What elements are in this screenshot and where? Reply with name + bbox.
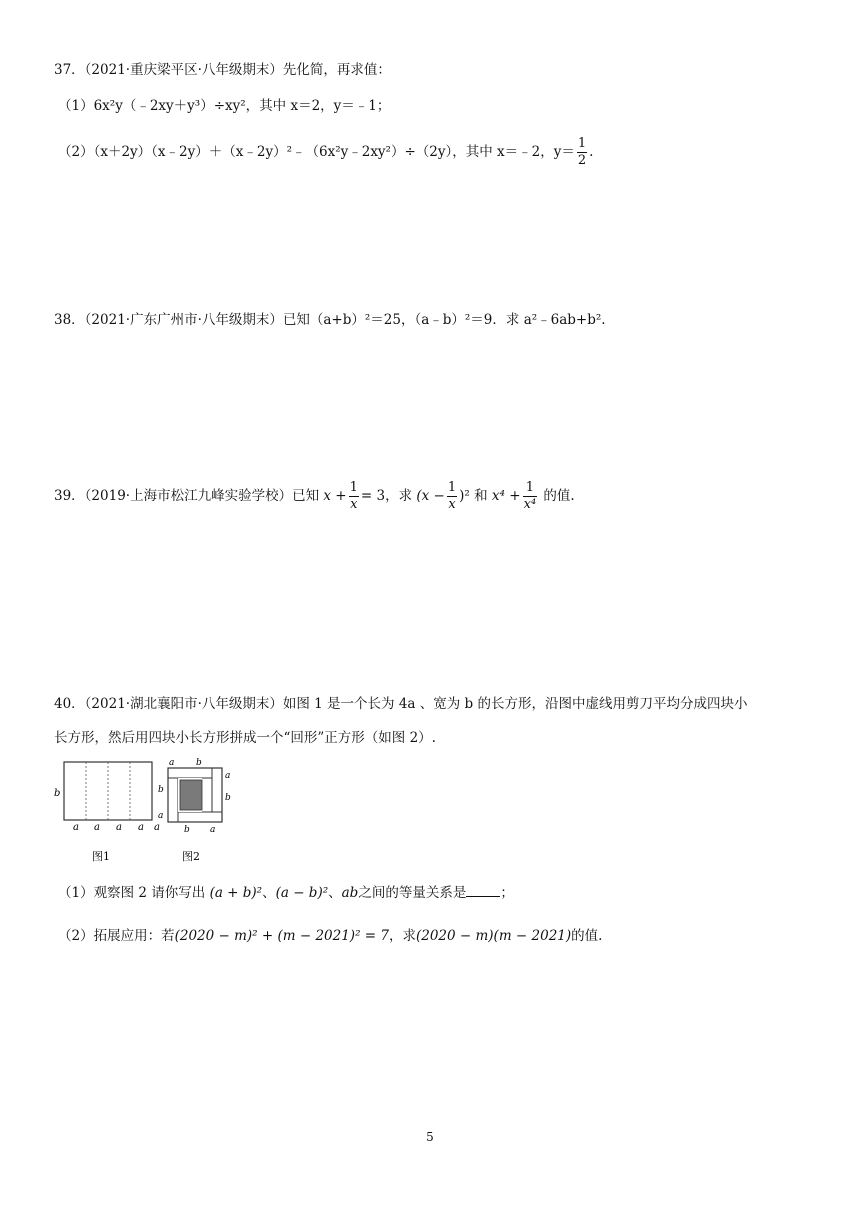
- q40-part2-mid: ，求: [388, 928, 416, 944]
- q40-part2-prefix: （2）拓展应用：若: [58, 928, 175, 944]
- fig1-label-a2: a: [94, 822, 100, 833]
- q37-header: 37．（2021·重庆梁平区·八年级期末）先化简，再求值：: [54, 62, 391, 78]
- q39-frac3: $\frac{1}{\text{x⁴}}$: [523, 480, 537, 512]
- q40-sep2: 、: [328, 885, 342, 901]
- q39-given-lhs: x +: [323, 488, 347, 504]
- fig2-label-a-left: a: [158, 811, 164, 821]
- q37-fraction: $\frac{1}{2}$: [577, 136, 587, 168]
- fig2-label-b-top: b: [196, 758, 202, 768]
- figure-2: [158, 758, 231, 863]
- q39-frac1: $\frac{1}{x}$: [349, 480, 358, 512]
- q40-part2-suffix: 的值.: [571, 928, 603, 944]
- q40-figures: [52, 756, 252, 864]
- fig1-label-b: b: [54, 788, 61, 799]
- page-number: 5: [426, 1130, 434, 1144]
- q40-part1: [58, 882, 514, 903]
- fig1-label-a3: a: [116, 822, 122, 833]
- fig1-label-a5: a: [154, 822, 160, 833]
- q40-equation: (2020 − m)² + (m − 2021)² = 7: [174, 928, 389, 944]
- q39-prefix: 39．（2019·上海市松江九峰实验学校）已知: [54, 488, 320, 504]
- q40-sep1: 、: [262, 885, 276, 901]
- q40-part1-suffix: 之间的等量关系是: [358, 885, 467, 901]
- q40-term1: (a + b)²: [209, 885, 263, 901]
- q40-line1: 40．（2021·湖北襄阳市·八年级期末）如图 1 是一个长为 4a 、宽为 b 的长方形，沿图中虚线用剪刀平均分成四块小: [54, 696, 748, 712]
- q39-expr1-open: (x −: [416, 488, 445, 504]
- q37-end: .: [589, 144, 594, 160]
- fig2-label-a-top: a: [169, 758, 175, 768]
- q40-part2: [58, 926, 602, 946]
- q39-expr1-close: )²: [459, 488, 470, 504]
- figure-1: [54, 762, 160, 863]
- answer-blank[interactable]: [466, 882, 500, 897]
- fig2-label-b-right: b: [225, 793, 231, 803]
- fig1-caption: 图1: [92, 850, 110, 863]
- fig2-label-b-bottom: b: [184, 825, 190, 835]
- q39-line: [54, 480, 575, 513]
- fig2-label-a-right: a: [225, 771, 231, 781]
- q40-part1-end: ；: [500, 885, 514, 901]
- q37-part1: （1）6x²y（﹣2xy＋y³）÷xy²，其中 x＝2，y＝﹣1；: [58, 98, 391, 114]
- q40-term3: ab: [341, 885, 359, 901]
- fig2-label-b-left: b: [158, 785, 164, 795]
- q39-expr2: x⁴ +: [491, 488, 521, 504]
- q37-part2: [58, 136, 593, 169]
- q40-part1-prefix: （1）观察图 2 请你写出: [58, 885, 206, 901]
- q38-text: 38．（2021·广东广州市·八年级期末）已知（a+b）²＝25，（a﹣b）²＝9．求 a²﹣6ab+b².: [54, 312, 606, 328]
- fig2-label-a-bottom: a: [210, 825, 216, 835]
- fig2-caption: 图2: [182, 850, 200, 863]
- q37-part2-text: （2）（x＋2y）（x﹣2y）＋（x﹣2y）²﹣（6x²y﹣2xy²）÷（2y），其中 x＝﹣2，y＝: [58, 144, 575, 160]
- fig1-label-a4: a: [138, 822, 144, 833]
- fig1-label-a1: a: [73, 822, 79, 833]
- q40-line2: 长方形，然后用四块小长方形拼成一个“回形”正方形（如图 2）.: [54, 730, 436, 746]
- q40-product: (2020 − m)(m − 2021): [415, 928, 572, 944]
- q39-frac2: $\frac{1}{x}$: [447, 480, 457, 512]
- q39-suffix: 的值.: [543, 488, 575, 504]
- q40-term2: (a − b)²: [275, 885, 329, 901]
- q39-given-rhs: = 3，求: [360, 488, 413, 504]
- q39-and: 和: [474, 488, 488, 504]
